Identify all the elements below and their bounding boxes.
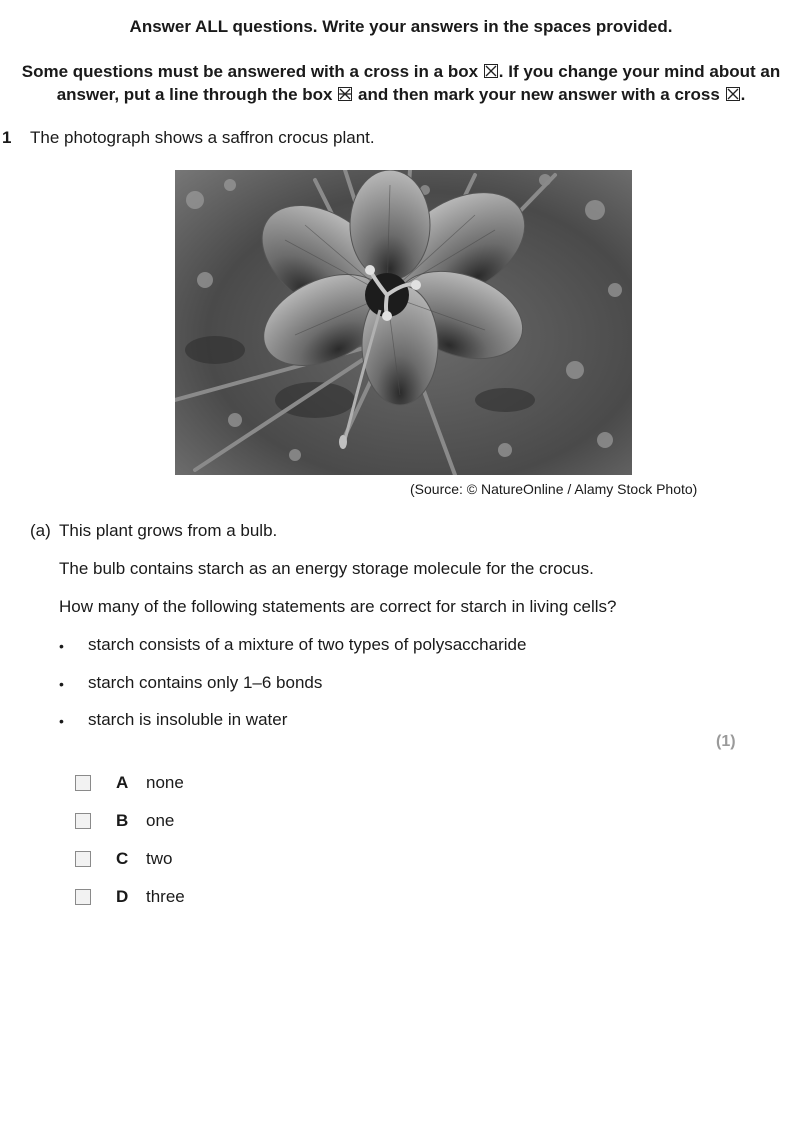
marks-indicator: (1): [716, 733, 736, 750]
question-number: 1: [2, 128, 12, 147]
answer-checkbox-c[interactable]: [75, 851, 91, 867]
statement-item: starch is insoluble in water: [88, 710, 288, 729]
option-letter: D: [116, 887, 129, 906]
answer-checkbox-a[interactable]: [75, 775, 91, 791]
bullet-icon: •: [59, 713, 64, 729]
option-text: three: [146, 887, 185, 906]
option-text: two: [146, 849, 173, 868]
struck-through-crossed-box-icon: [338, 87, 352, 101]
crossed-box-icon: [726, 87, 740, 101]
option-text: none: [146, 773, 184, 792]
answer-checkbox-b[interactable]: [75, 813, 91, 829]
option-letter: C: [116, 849, 129, 868]
option-letter: A: [116, 773, 129, 792]
part-a-line-1: This plant grows from a bulb.: [59, 521, 278, 540]
statement-item: starch contains only 1–6 bonds: [88, 673, 323, 692]
instruction-text: . If you change your mind about an: [498, 62, 781, 81]
bullet-icon: •: [59, 676, 64, 692]
instruction-line-3: [0, 85, 802, 105]
bullet-icon: •: [59, 638, 64, 654]
instruction-text: and then mark your new answer with a cross: [357, 85, 720, 104]
answer-checkbox-d[interactable]: [75, 889, 91, 905]
instruction-text: .: [740, 85, 746, 104]
photo-source-caption: (Source: © NatureOnline / Alamy Stock Photo): [410, 481, 698, 497]
question-text: The photograph shows a saffron crocus plant.: [30, 128, 375, 147]
crocus-photo: [175, 170, 632, 475]
instruction-text: answer, put a line through the box: [56, 85, 333, 104]
part-label: (a): [30, 521, 51, 540]
option-letter: B: [116, 811, 129, 830]
crossed-box-icon: [484, 64, 498, 78]
option-text: one: [146, 811, 175, 830]
instruction-text: Some questions must be answered with a cross in a box: [21, 62, 479, 81]
instruction-line-1: Answer ALL questions. Write your answers in the spaces provided.: [129, 17, 673, 36]
part-a-line-2: The bulb contains starch as an energy storage molecule for the crocus.: [59, 559, 594, 578]
instruction-line-2: [0, 62, 802, 82]
part-a-line-3: How many of the following statements are correct for starch in living cells?: [59, 597, 617, 616]
statement-item: starch consists of a mixture of two types of polysaccharide: [88, 635, 527, 654]
